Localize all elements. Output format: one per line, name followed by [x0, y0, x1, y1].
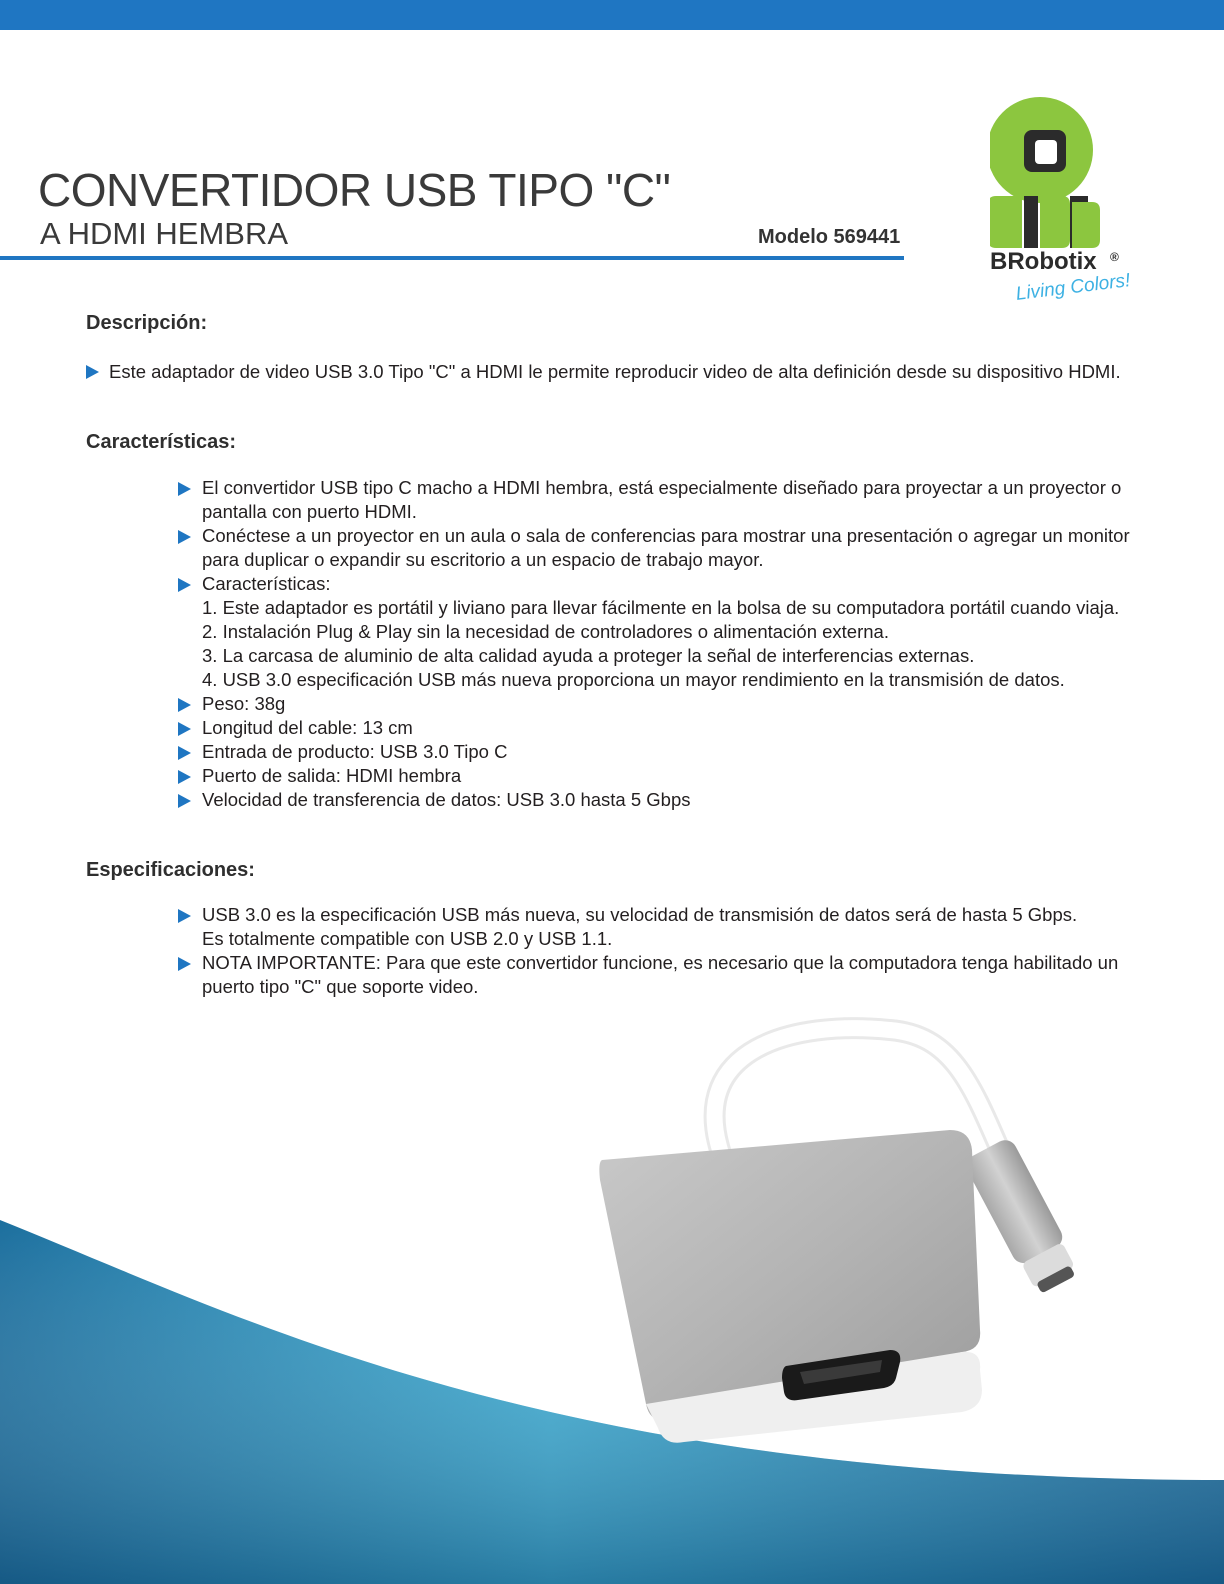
bullet-arrow-icon — [178, 530, 191, 544]
list-item-text: Puerto de salida: HDMI hembra — [202, 765, 462, 786]
bullet-arrow-icon — [178, 794, 191, 808]
section-title-descripcion: Descripción: — [86, 312, 208, 334]
bullet-arrow-icon — [178, 746, 191, 760]
logo-brand-name: BRobotix — [990, 248, 1097, 275]
model-number: Modelo 569441 — [758, 226, 901, 248]
list-item — [178, 572, 1178, 692]
list-item-text: 2. Instalación Plug & Play sin la necesidad de controladores o alimentación externa. — [202, 621, 889, 642]
list-item — [178, 476, 1178, 524]
bullet-arrow-icon — [178, 698, 191, 712]
list-item-text: El convertidor USB tipo C macho a HDMI hembra, está especialmente diseñado para proyectar a un proyector o — [202, 477, 1122, 498]
logo-tagline: Living Colors! — [1014, 270, 1132, 305]
bullet-arrow-icon — [178, 578, 191, 592]
bullet-arrow-icon — [178, 957, 191, 971]
top-accent-bar — [0, 0, 1224, 30]
description-body: Este adaptador de video USB 3.0 Tipo "C" a HDMI le permite reproducir video de alta definición desde su dispositivo HDMI. — [109, 361, 1121, 382]
bullet-arrow-icon — [178, 722, 191, 736]
bullet-arrow-icon — [86, 365, 99, 379]
list-item-text: 4. USB 3.0 especificación USB más nueva proporciona un mayor rendimiento en la transmisión de datos. — [202, 669, 1065, 690]
list-item-text: Entrada de producto: USB 3.0 Tipo C — [202, 741, 508, 762]
bullet-arrow-icon — [178, 909, 191, 923]
list-item — [178, 524, 1178, 572]
list-item-text: Longitud del cable: 13 cm — [202, 717, 413, 738]
description-text — [86, 360, 1196, 384]
list-item-text: 3. La carcasa de aluminio de alta calidad ayuda a proteger la señal de interferencias externas. — [202, 645, 975, 666]
specs-list — [178, 903, 1178, 999]
list-item — [178, 692, 1178, 716]
features-list — [178, 476, 1178, 812]
list-item-text: pantalla con puerto HDMI. — [202, 501, 417, 522]
bullet-arrow-icon — [178, 482, 191, 496]
list-item-text: NOTA IMPORTANTE: Para que este convertidor funcione, es necesario que la computadora tenga habilitado un — [202, 952, 1119, 973]
list-item-text: 1. Este adaptador es portátil y liviano para llevar fácilmente en la bolsa de su computadora portátil cuando viaja. — [202, 597, 1120, 618]
logo-registered-mark: ® — [1110, 250, 1119, 264]
list-item-text: Conéctese a un proyector en un aula o sala de conferencias para mostrar una presentación o agregar un monitor — [202, 525, 1130, 546]
list-item-text: Es totalmente compatible con USB 2.0 y USB 1.1. — [202, 928, 613, 949]
list-item — [178, 716, 1178, 740]
list-item — [178, 740, 1178, 764]
list-item-text: USB 3.0 es la especificación USB más nueva, su velocidad de transmisión de datos será de hasta 5 Gbps. — [202, 904, 1078, 925]
list-item-text: puerto tipo "C" que soporte video. — [202, 976, 479, 997]
title-divider — [0, 256, 904, 260]
logo-mark-icon — [990, 92, 1150, 252]
list-item-text: para duplicar o expandir su escritorio a un espacio de trabajo mayor. — [202, 549, 764, 570]
section-title-caracteristicas: Características: — [86, 431, 237, 453]
list-item-text: Peso: 38g — [202, 693, 286, 714]
list-item-text: Características: — [202, 573, 331, 594]
list-item-text: Velocidad de transferencia de datos: USB 3.0 hasta 5 Gbps — [202, 789, 691, 810]
bullet-arrow-icon — [178, 770, 191, 784]
list-item — [178, 951, 1178, 999]
section-title-especificaciones: Especificaciones: — [86, 859, 255, 881]
page-subtitle: A HDMI HEMBRA — [40, 216, 289, 251]
brand-logo — [990, 92, 1150, 322]
product-image-adapter — [590, 1010, 1150, 1450]
list-item — [178, 764, 1178, 788]
list-item — [178, 903, 1178, 951]
list-item — [178, 788, 1178, 812]
page-title: CONVERTIDOR USB TIPO "C" — [38, 164, 671, 216]
